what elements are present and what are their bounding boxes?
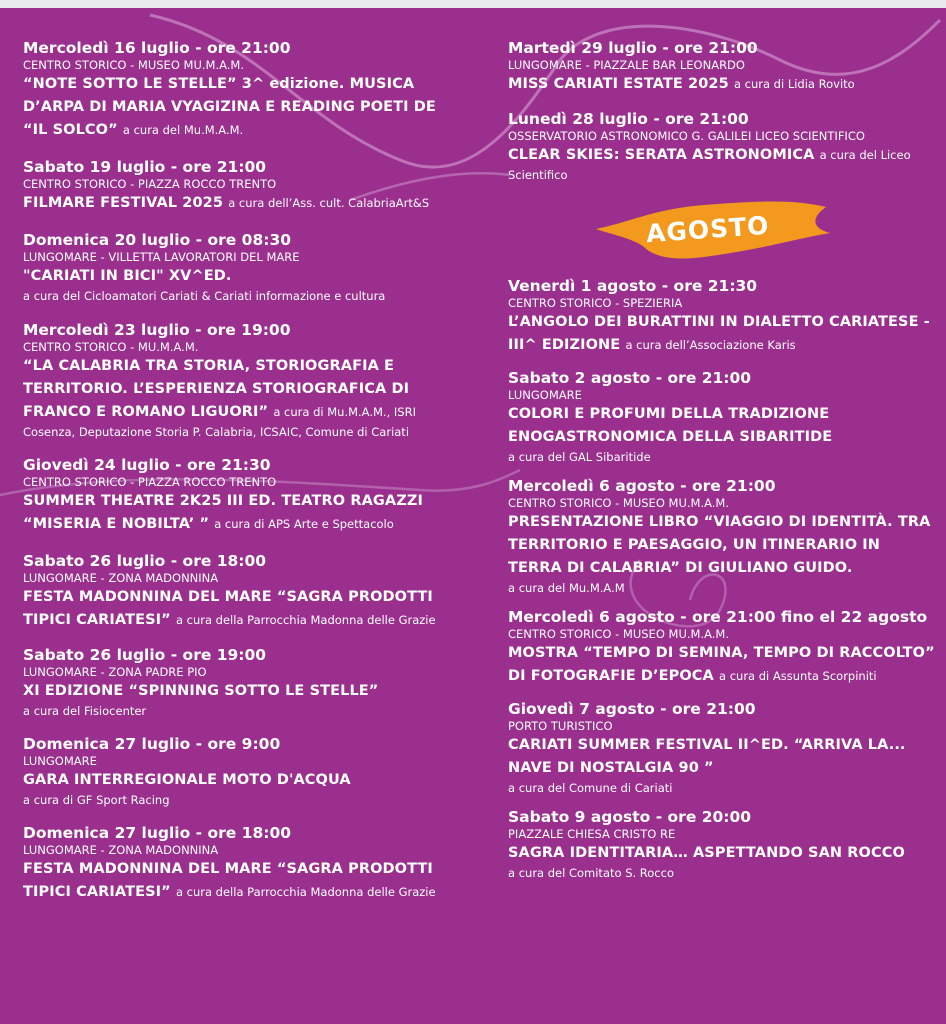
event-title <box>508 734 946 780</box>
event-item <box>508 110 946 183</box>
event-item <box>23 39 483 142</box>
event-place: LUNGOMARE <box>508 388 582 402</box>
event-title <box>508 642 946 688</box>
event-title-line: TERRA DI CALABRIA” DI GIULIANO GUIDO. <box>508 560 853 576</box>
event-title <box>23 586 483 632</box>
event-title-line: “NOTE SOTTO LE STELLE” 3^ edizione. MUSICA <box>23 76 415 92</box>
event-title <box>23 769 483 792</box>
event-curator: a cura di Mu.M.A.M., ISRI <box>273 405 416 419</box>
event-title-line: III^ EDIZIONE a cura dell’Associazione Karis <box>508 337 796 353</box>
event-title <box>508 842 946 865</box>
top-strip <box>0 0 946 8</box>
event-title-line: FRANCO E ROMANO LIGUORI” a cura di Mu.M.A.M., ISRI <box>23 404 416 420</box>
event-date: Venerdì 1 agosto - ore 21:30 <box>508 277 758 295</box>
event-title-line: NAVE DI NOSTALGIA 90 ” <box>508 760 714 776</box>
event-date: Sabato 9 agosto - ore 20:00 <box>508 808 752 826</box>
event-date: Sabato 26 luglio - ore 18:00 <box>23 552 267 570</box>
event-title <box>508 73 946 96</box>
event-title-line: FESTA MADONNINA DEL MARE “SAGRA PRODOTTI <box>23 861 433 877</box>
event-title-line: TERRITORIO. L’ESPERIENZA STORIOGRAFICA DI <box>23 381 410 397</box>
month-banner <box>508 187 946 277</box>
event-item <box>508 700 946 796</box>
event-date: Sabato 2 agosto - ore 21:00 <box>508 369 752 387</box>
event-curator: a cura dell’Ass. cult. CalabriaArt&S <box>228 196 430 210</box>
event-place: LUNGOMARE - ZONA PADRE PIO <box>23 665 207 679</box>
event-title-line: “IL SOLCO” a cura del Mu.M.A.M. <box>23 122 244 138</box>
event-curator-line: a cura del Cicloamatori Cariati & Cariati informazione e cultura <box>23 289 386 303</box>
event-title <box>23 680 483 703</box>
event-curator: a cura del Mu.M.A.M. <box>122 123 244 137</box>
event-title-line: GARA INTERREGIONALE MOTO D'ACQUA <box>23 772 351 788</box>
event-curator-line: Scientifico <box>508 168 568 182</box>
right-column-july-events <box>508 39 946 183</box>
event-title-line: ENOGASTRONOMICA DELLA SIBARITIDE <box>508 429 833 445</box>
event-date: Giovedì 24 luglio - ore 21:30 <box>23 456 271 474</box>
event-date: Giovedì 7 agosto - ore 21:00 <box>508 700 756 718</box>
event-curator-line: a cura del Mu.M.A.M <box>508 581 625 595</box>
event-date: Mercoledì 16 luglio - ore 21:00 <box>23 39 291 57</box>
event-place: CENTRO STORICO - SPEZIERIA <box>508 296 683 310</box>
event-curator: a cura dell’Associazione Karis <box>625 338 796 352</box>
event-title-line: MISS CARIATI ESTATE 2025 a cura di Lidia Rovito <box>508 76 855 92</box>
event-curator: a cura della Parrocchia Madonna delle Grazie <box>175 885 436 899</box>
event-item <box>508 39 946 96</box>
event-place: CENTRO STORICO - MUSEO MU.M.A.M. <box>508 496 730 510</box>
event-date: Sabato 19 luglio - ore 21:00 <box>23 158 267 176</box>
event-curator: a cura della Parrocchia Madonna delle Grazie <box>175 613 436 627</box>
event-place: CENTRO STORICO - PIAZZA ROCCO TRENTO <box>23 475 277 489</box>
event-title-line: CLEAR SKIES: SERATA ASTRONOMICA a cura del Liceo <box>508 147 911 163</box>
event-date: Sabato 26 luglio - ore 19:00 <box>23 646 267 664</box>
event-title <box>508 311 946 357</box>
event-title-line: MOSTRA “TEMPO DI SEMINA, TEMPO DI RACCOLTO” <box>508 645 935 661</box>
event-item <box>23 321 483 440</box>
event-item <box>23 646 483 719</box>
event-title-line: SAGRA IDENTITARIA… ASPETTANDO SAN ROCCO <box>508 845 905 861</box>
event-place: CENTRO STORICO - PIAZZA ROCCO TRENTO <box>23 177 277 191</box>
event-title-line: “MISERIA E NOBILTA’ ” a cura di APS Arte e Spettacolo <box>23 516 394 532</box>
event-title <box>23 858 483 904</box>
event-place: OSSERVATORIO ASTRONOMICO G. GALILEI LICEO SCIENTIFICO <box>508 129 865 143</box>
event-place: PORTO TURISTICO <box>508 719 613 733</box>
event-place: PIAZZALE CHIESA CRISTO RE <box>508 827 676 841</box>
event-date: Domenica 27 luglio - ore 9:00 <box>23 735 281 753</box>
event-date: Domenica 27 luglio - ore 18:00 <box>23 824 292 842</box>
event-curator-line: a cura del Comune di Cariati <box>508 781 673 795</box>
event-date: Martedì 29 luglio - ore 21:00 <box>508 39 758 57</box>
event-place: LUNGOMARE - ZONA MADONNINA <box>23 571 219 585</box>
event-place: LUNGOMARE - VILLETTA LAVORATORI DEL MARE <box>23 250 300 264</box>
event-curator-line: a cura del GAL Sibaritide <box>508 450 651 464</box>
event-title <box>508 403 946 449</box>
event-title <box>508 511 946 580</box>
event-title-line: FESTA MADONNINA DEL MARE “SAGRA PRODOTTI <box>23 589 433 605</box>
event-title <box>508 144 946 167</box>
event-date: Lunedì 28 luglio - ore 21:00 <box>508 110 749 128</box>
event-title-line: FILMARE FESTIVAL 2025 a cura dell’Ass. cult. CalabriaArt&S <box>23 195 430 211</box>
event-title-line: TIPICI CARIATESI” a cura della Parrocchia Madonna delle Grazie <box>23 612 436 628</box>
event-title <box>23 192 483 215</box>
event-title-line: XI EDIZIONE “SPINNING SOTTO LE STELLE” <box>23 683 379 699</box>
event-item <box>23 824 483 904</box>
event-title-line: L’ANGOLO DEI BURATTINI IN DIALETTO CARIATESE - <box>508 314 930 330</box>
month-label: AGOSTO <box>645 210 771 249</box>
event-title-line: D’ARPA DI MARIA VYAGIZINA E READING POETI DE <box>23 99 436 115</box>
event-curator-line: a cura di GF Sport Racing <box>23 793 170 807</box>
event-item <box>23 231 483 304</box>
event-title <box>23 490 483 536</box>
event-title-line: PRESENTAZIONE LIBRO “VIAGGIO DI IDENTITÀ. TRA <box>508 514 931 530</box>
event-place: CENTRO STORICO - MUSEO MU.M.A.M. <box>508 627 730 641</box>
event-item <box>508 277 946 357</box>
event-place: LUNGOMARE <box>23 754 97 768</box>
event-date: Domenica 20 luglio - ore 08:30 <box>23 231 292 249</box>
event-item <box>508 608 946 688</box>
event-curator-line: a cura del Comitato S. Rocco <box>508 866 674 880</box>
event-title <box>23 355 483 424</box>
event-place: LUNGOMARE - PIAZZALE BAR LEONARDO <box>508 58 745 72</box>
event-title-line: COLORI E PROFUMI DELLA TRADIZIONE <box>508 406 830 422</box>
event-item <box>508 808 946 881</box>
event-title-line: CARIATI SUMMER FESTIVAL II^ED. “ARRIVA LA... <box>508 737 906 753</box>
event-curator-line: Cosenza, Deputazione Storia P. Calabria, ICSAIC, Comune di Cariati <box>23 425 410 439</box>
event-title-line: “LA CALABRIA TRA STORIA, STORIOGRAFIA E <box>23 358 395 374</box>
event-title-line: TERRITORIO E PAESAGGIO, UN ITINERARIO IN <box>508 537 881 553</box>
left-column-events <box>23 39 483 904</box>
event-date: Mercoledì 6 agosto - ore 21:00 fino el 22 agosto <box>508 608 928 626</box>
event-item <box>23 456 483 536</box>
event-curator: a cura di Assunta Scorpiniti <box>719 669 877 683</box>
event-place: CENTRO STORICO - MU.M.A.M. <box>23 340 199 354</box>
event-date: Mercoledì 6 agosto - ore 21:00 <box>508 477 776 495</box>
event-curator: a cura di Lidia Rovito <box>733 77 855 91</box>
event-item <box>23 158 483 215</box>
event-item <box>508 369 946 465</box>
event-curator: a cura del Liceo <box>819 148 911 162</box>
right-column-august-events <box>508 277 946 881</box>
event-curator-line: a cura del Fisiocenter <box>23 704 147 718</box>
event-place: LUNGOMARE - ZONA MADONNINA <box>23 843 219 857</box>
right-column <box>508 39 946 881</box>
event-title-line: "CARIATI IN BICI" XV^ED. <box>23 268 232 284</box>
event-title-line: SUMMER THEATRE 2K25 III ED. TEATRO RAGAZZI <box>23 493 423 509</box>
event-item <box>23 552 483 632</box>
event-date: Mercoledì 23 luglio - ore 19:00 <box>23 321 291 339</box>
event-place: CENTRO STORICO - MUSEO MU.M.A.M. <box>23 58 245 72</box>
event-title-line: DI FOTOGRAFIE D’EPOCA a cura di Assunta Scorpiniti <box>508 668 877 684</box>
event-title <box>23 265 483 288</box>
event-title <box>23 73 483 142</box>
event-item <box>508 477 946 596</box>
event-title-line: TIPICI CARIATESI” a cura della Parrocchia Madonna delle Grazie <box>23 884 436 900</box>
event-curator: a cura di APS Arte e Spettacolo <box>214 517 394 531</box>
event-item <box>23 735 483 808</box>
